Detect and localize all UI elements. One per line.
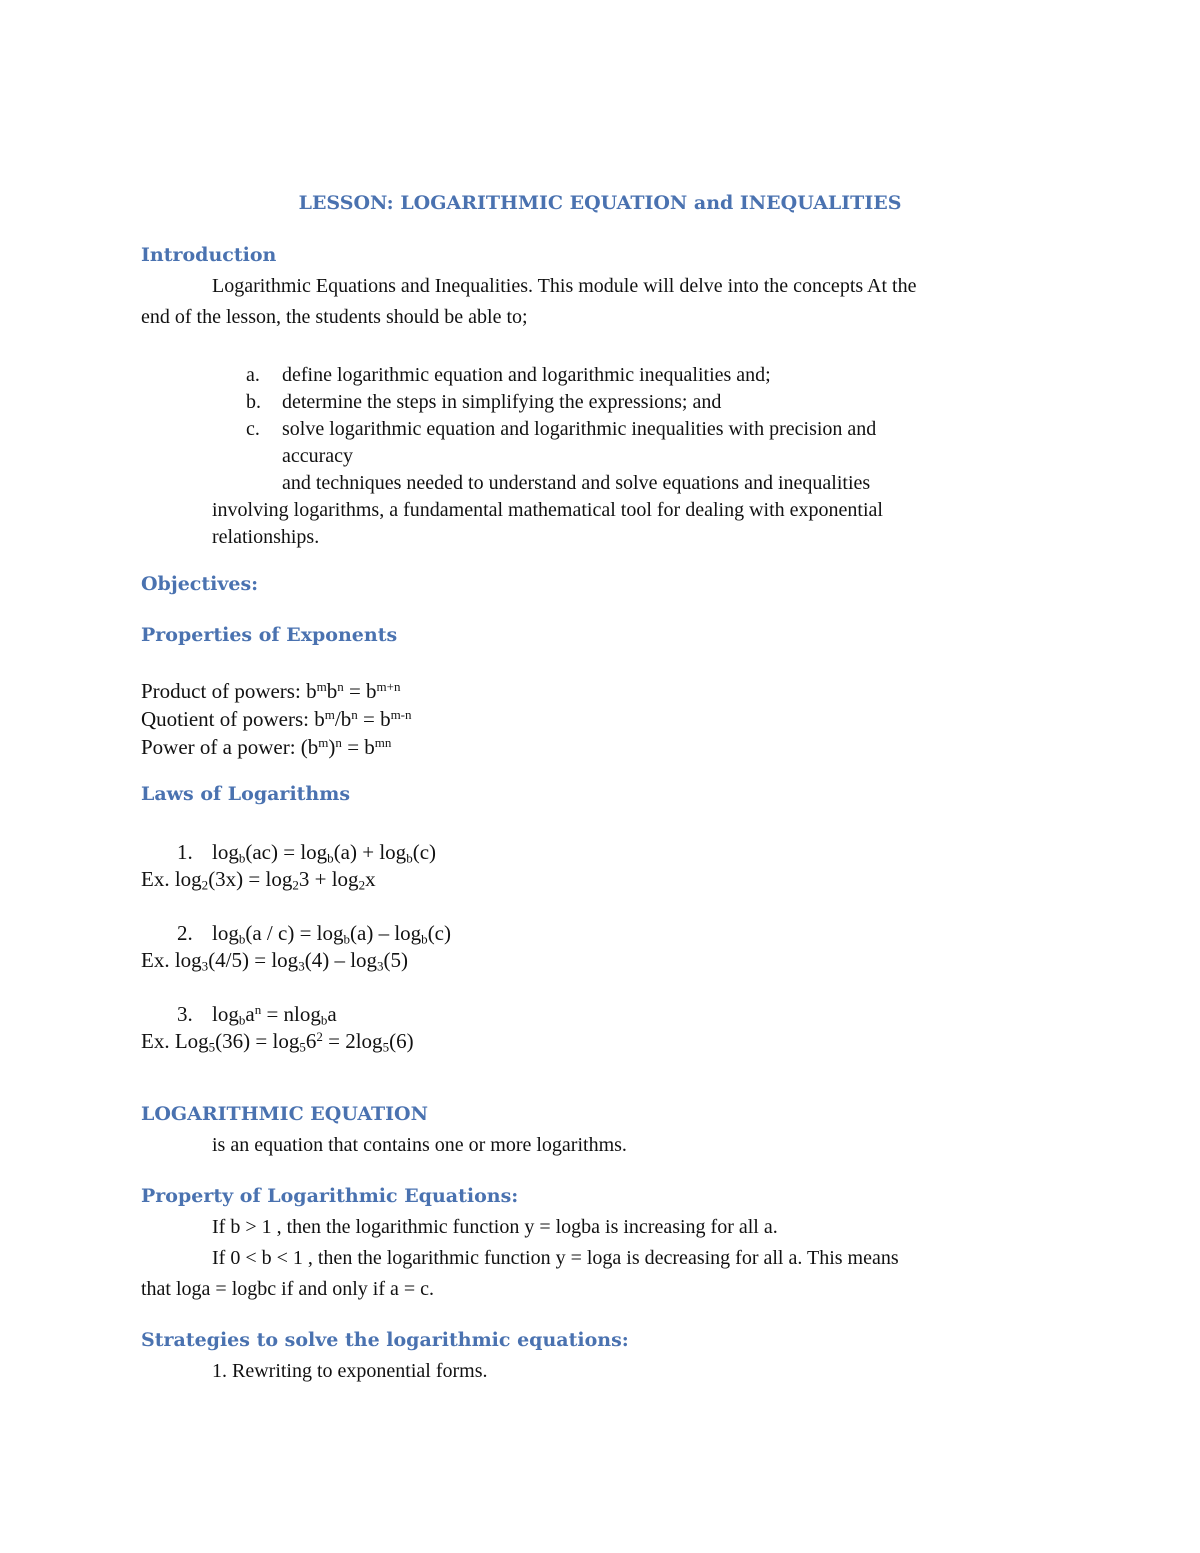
- list-marker: 2.: [177, 921, 193, 945]
- rule-label: Quotient of powers:: [141, 707, 315, 731]
- list-marker: a.: [246, 364, 260, 386]
- exponent: n: [351, 706, 358, 722]
- expr: (4) – log: [304, 948, 378, 972]
- expr: Ex. Log: [141, 1029, 209, 1053]
- log-base: b: [343, 931, 351, 947]
- log-law-power: [177, 1001, 337, 1027]
- laws-of-logarithms-heading: Laws of Logarithms: [141, 783, 351, 805]
- expr: (36) = log: [215, 1029, 300, 1053]
- intro-paragraph-line: Logarithmic Equations and Inequalities. This module will delve into the concepts At the: [212, 275, 917, 297]
- base: b: [306, 679, 317, 703]
- expr: Ex. log: [141, 948, 202, 972]
- log-base: b: [320, 1012, 328, 1028]
- log-law-example: [141, 947, 408, 973]
- exponent: n: [254, 1001, 262, 1017]
- objective-list-item: [246, 416, 876, 442]
- rule-label: Power of a power:: [141, 735, 301, 759]
- list-item-text: determine the steps in simplifying the expressions; and: [282, 391, 722, 413]
- base: (b: [300, 735, 319, 759]
- log-base: b: [421, 931, 428, 947]
- property-line: If b > 1 , then the logarithmic function y = logba is increasing for all a.: [212, 1216, 778, 1238]
- list-marker: 1.: [177, 840, 193, 864]
- log-base: b: [238, 850, 246, 866]
- log-base: 2: [358, 877, 366, 893]
- list-item-text: define logarithmic equation and logarithmic inequalities and;: [282, 364, 771, 386]
- objectives-heading: Objectives:: [141, 573, 259, 595]
- exponent: 2: [316, 1028, 323, 1044]
- expr: (c): [427, 921, 451, 945]
- equals: =: [357, 707, 381, 731]
- exponent: n: [335, 734, 342, 750]
- exponent: m: [324, 706, 335, 722]
- expr: 3 + log: [298, 867, 359, 891]
- expr: Ex. log: [141, 867, 202, 891]
- log: log: [212, 921, 239, 945]
- intro-paragraph-line: end of the lesson, the students should be able to;: [141, 306, 528, 328]
- logarithmic-equation-definition: is an equation that contains one or more logarithms.: [212, 1134, 627, 1156]
- quotient-of-powers-rule: [141, 706, 412, 732]
- divide: /: [334, 707, 341, 731]
- expr: (6): [389, 1029, 414, 1053]
- expr: (3x) = log: [208, 867, 293, 891]
- log-base: b: [238, 1012, 246, 1028]
- expr: = nlog: [261, 1002, 321, 1026]
- log-law-product: [177, 839, 436, 865]
- rule-label: Product of powers:: [141, 679, 307, 703]
- log-base: 3: [201, 958, 209, 974]
- log: log: [212, 840, 239, 864]
- exponent: m: [316, 678, 327, 694]
- expr: (ac) = log: [245, 840, 328, 864]
- product-of-powers-rule: [141, 678, 401, 704]
- strategy-item: 1. Rewriting to exponential forms.: [212, 1360, 488, 1382]
- power-of-a-power-rule: [141, 734, 391, 760]
- expr: (5): [383, 948, 409, 972]
- log-base: b: [238, 931, 246, 947]
- strategies-heading: Strategies to solve the logarithmic equations:: [141, 1329, 629, 1351]
- log-base: 3: [377, 958, 384, 974]
- objective-list-item: [246, 389, 721, 415]
- exponent: m+n: [376, 678, 401, 694]
- log-base: 2: [292, 877, 299, 893]
- equals: =: [343, 679, 367, 703]
- expr: (a / c) = log: [245, 921, 344, 945]
- expr: 6: [305, 1029, 317, 1053]
- list-marker: c.: [246, 418, 260, 440]
- list-marker: 3.: [177, 1002, 193, 1026]
- base: b: [326, 679, 338, 703]
- exponent: m: [318, 734, 329, 750]
- expr: (c): [412, 840, 437, 864]
- log-base: 5: [382, 1039, 390, 1055]
- list-item-text: solve logarithmic equation and logarithmic inequalities with precision and: [282, 418, 877, 440]
- paren: ): [328, 735, 336, 759]
- log-law-example: [141, 1028, 414, 1054]
- log-base: 5: [299, 1039, 306, 1055]
- exponent: m-n: [390, 706, 412, 722]
- intro-continuation-line: involving logarithms, a fundamental mathematical tool for dealing with exponential: [212, 499, 883, 521]
- property-line: If 0 < b < 1 , then the logarithmic function y = loga is decreasing for all a. This means: [212, 1247, 899, 1269]
- logarithmic-equation-heading: LOGARITHMIC EQUATION: [141, 1103, 428, 1125]
- exponent: n: [337, 678, 344, 694]
- log-law-example: [141, 866, 376, 892]
- intro-continuation-line: relationships.: [212, 526, 320, 548]
- expr: (a) + log: [333, 840, 407, 864]
- exponent: mn: [374, 734, 392, 750]
- expr: x: [365, 867, 376, 891]
- list-item-continuation: accuracy: [282, 445, 354, 467]
- equals: = b: [341, 735, 375, 759]
- log-base: b: [327, 850, 334, 866]
- properties-of-exponents-heading: Properties of Exponents: [141, 624, 398, 646]
- expr: = 2log: [322, 1029, 383, 1053]
- property-line: that loga = logbc if and only if a = c.: [141, 1278, 435, 1300]
- introduction-heading: Introduction: [141, 244, 277, 266]
- log-base: 3: [298, 958, 305, 974]
- expr: a: [327, 1002, 337, 1026]
- base: b: [340, 707, 352, 731]
- base: b: [366, 679, 377, 703]
- base: b: [314, 707, 325, 731]
- objective-list-item: [246, 362, 771, 388]
- expr: a: [245, 1002, 255, 1026]
- expr: (4/5) = log: [208, 948, 299, 972]
- log: log: [212, 1002, 239, 1026]
- expr: (a) – log: [350, 921, 422, 945]
- intro-continuation-line: and techniques needed to understand and solve equations and inequalities: [282, 472, 871, 494]
- base: b: [380, 707, 391, 731]
- list-marker: b.: [246, 391, 261, 413]
- log-law-quotient: [177, 920, 451, 946]
- property-heading: Property of Logarithmic Equations:: [141, 1185, 519, 1207]
- log-base: 5: [208, 1039, 216, 1055]
- log-base: 2: [201, 877, 209, 893]
- page-title: LESSON: LOGARITHMIC EQUATION and INEQUALITIES: [298, 192, 902, 214]
- log-base: b: [406, 850, 413, 866]
